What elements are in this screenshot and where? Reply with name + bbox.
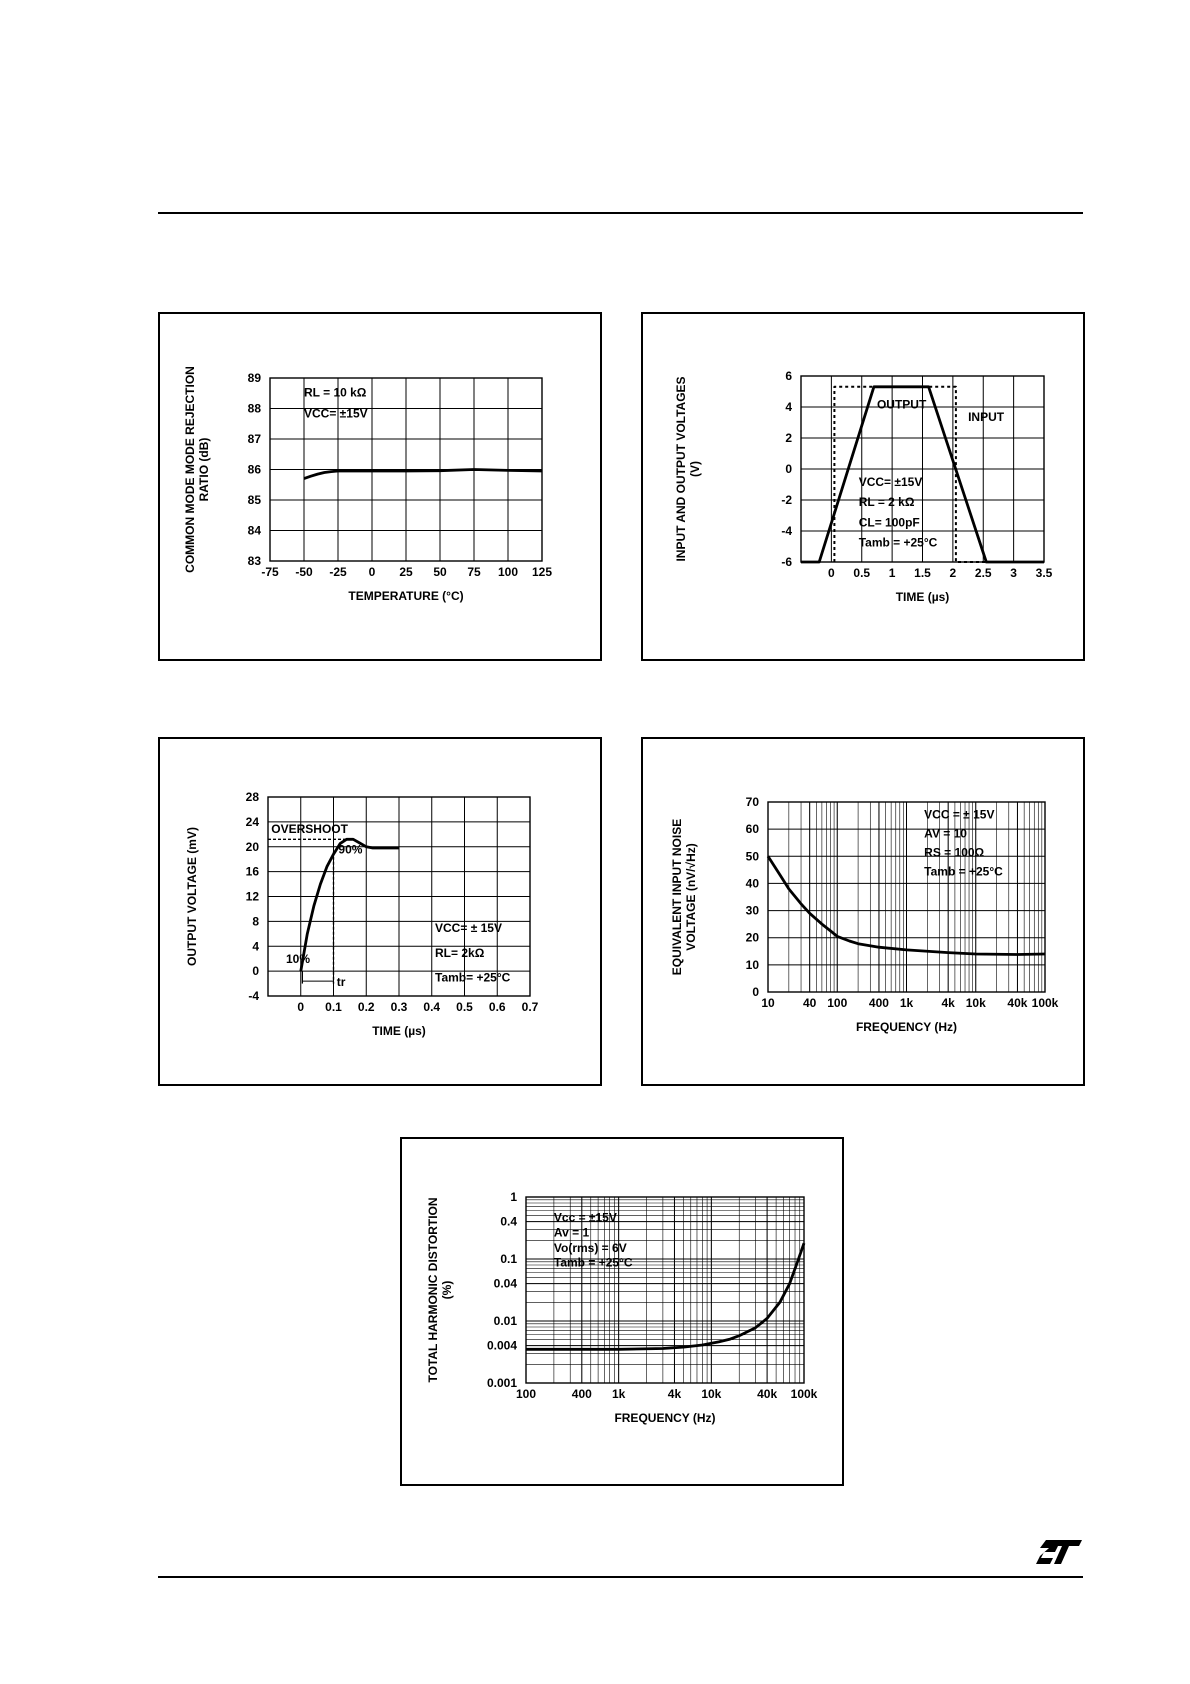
x-tick-label: 25	[399, 565, 413, 579]
y-tick-label: -6	[781, 555, 792, 569]
annotation-label: RL = 2 kΩ	[858, 495, 915, 510]
annotation-label: Vcc = ±15V	[553, 1210, 617, 1225]
x-tick-label: 0.4	[423, 1000, 441, 1014]
y-tick-label: 0	[252, 964, 259, 979]
x-tick-label: 0.3	[390, 1000, 408, 1014]
annotation-label: Av = 1	[553, 1225, 590, 1240]
x-tick-label: 0.5	[456, 1000, 473, 1014]
annotation-label: INPUT	[968, 409, 1005, 424]
x-tick-label: 40k	[1007, 996, 1028, 1010]
y-tick-label: 87	[247, 432, 261, 446]
y-axis-label: RATIO (dB)	[197, 437, 211, 502]
y-tick-label: -4	[781, 524, 792, 538]
y-tick-label: 30	[745, 903, 759, 918]
footer-rule	[158, 1576, 1083, 1578]
annotation-label: tr	[336, 975, 346, 990]
annotation-label: Vo(rms) = 6V	[553, 1240, 627, 1255]
annotation-label: RL= 2kΩ	[435, 945, 485, 960]
x-tick-label: 100k	[1031, 996, 1059, 1010]
annotation-label: Tamb = +25°C	[858, 535, 938, 550]
x-axis-label: TIME (µs)	[372, 1024, 426, 1038]
annotation-label: AV = 10	[924, 826, 967, 841]
y-tick-label: 83	[247, 554, 261, 568]
x-tick-label: 1k	[899, 996, 914, 1010]
x-tick-label: 2	[949, 566, 957, 580]
chart-thd-vs-frequency	[400, 1137, 844, 1486]
y-tick-label: 0.004	[486, 1338, 517, 1353]
x-tick-label: 1.5	[914, 566, 931, 580]
y-tick-label: 0.4	[500, 1214, 517, 1229]
y-tick-label: 50	[745, 849, 759, 864]
annotation-label: VCC = ± 15V	[924, 807, 995, 822]
annotation-label: RL = 10 kΩ	[304, 385, 367, 400]
x-tick-label: 0.7	[521, 1000, 539, 1014]
chart-output-voltage-step	[158, 737, 602, 1086]
x-tick-label: 0	[297, 1000, 305, 1014]
y-tick-label: 1	[510, 1190, 517, 1204]
annotation-label: VCC= ±15V	[858, 475, 923, 490]
y-axis-label: OUTPUT VOLTAGE (mV)	[185, 827, 199, 966]
y-tick-label: 0.001	[486, 1376, 517, 1390]
y-tick-label: 20	[245, 839, 259, 854]
y-tick-label: 0.01	[493, 1314, 517, 1328]
annotation-label: VCC= ±15V	[304, 406, 368, 421]
series-line	[304, 470, 542, 479]
annotation-label: 90%	[338, 842, 363, 857]
y-tick-label: 4	[252, 939, 259, 954]
x-axis-label: TIME (µs)	[895, 590, 950, 604]
y-tick-label: 60	[745, 822, 759, 837]
x-tick-label: 0.2	[357, 1000, 375, 1014]
x-tick-label: 50	[433, 565, 447, 579]
x-tick-label: 0	[368, 565, 376, 579]
y-axis-label: INPUT AND OUTPUT VOLTAGES	[674, 376, 688, 562]
y-tick-label: 6	[785, 369, 792, 383]
y-tick-label: 24	[245, 814, 259, 829]
x-tick-label: 400	[868, 996, 889, 1010]
y-tick-label: 12	[245, 889, 259, 904]
y-tick-label: 10	[745, 957, 759, 972]
y-axis-label: COMMON MODE MODE REJECTION	[183, 366, 197, 573]
x-tick-label: 0.1	[325, 1000, 342, 1014]
y-tick-label: 84	[247, 523, 261, 538]
x-axis-label: TEMPERATURE (°C)	[348, 589, 464, 603]
x-tick-label: 75	[467, 565, 481, 579]
y-tick-label: -2	[781, 493, 792, 507]
y-tick-label: 0	[752, 985, 759, 999]
x-tick-label: 4k	[941, 996, 955, 1010]
x-tick-label: 100	[497, 565, 519, 579]
y-tick-label: 16	[245, 864, 259, 879]
y-tick-label: 85	[247, 493, 261, 507]
x-tick-label: -75	[261, 565, 279, 579]
annotation-label: VCC= ± 15V	[435, 920, 502, 935]
st-logo	[1036, 1536, 1084, 1568]
header-rule	[158, 212, 1083, 214]
chart-svg-thd	[402, 1139, 842, 1484]
y-tick-label: -4	[248, 989, 259, 1003]
chart-svg-step	[160, 739, 600, 1084]
x-tick-label: 3.5	[1035, 566, 1053, 580]
y-tick-label: 86	[247, 462, 261, 477]
y-tick-label: 4	[785, 400, 792, 414]
annotation-label: Tamb= +25°C	[435, 970, 511, 985]
x-tick-label: 4k	[667, 1387, 682, 1401]
x-tick-label: 0	[828, 566, 835, 580]
x-tick-label: 100	[515, 1387, 537, 1401]
x-tick-label: 100k	[790, 1387, 818, 1401]
y-tick-label: 20	[745, 930, 759, 945]
y-tick-label: 28	[245, 790, 259, 804]
y-tick-label: 0.04	[493, 1276, 517, 1291]
x-tick-label: 1k	[611, 1387, 626, 1401]
annotation-label: OVERSHOOT	[271, 822, 348, 837]
y-axis-label: TOTAL HARMONIC DISTORTION	[426, 1197, 440, 1383]
annotation-label: OUTPUT	[876, 397, 927, 412]
chart-cmrr-vs-temperature	[158, 312, 602, 661]
y-tick-label: 88	[247, 401, 261, 416]
x-tick-label: 10k	[965, 996, 986, 1010]
y-tick-label: 8	[252, 914, 259, 929]
x-tick-label: 100	[827, 996, 848, 1010]
x-tick-label: 125	[531, 565, 553, 579]
annotation-label: Tamb = +25°C	[553, 1255, 633, 1270]
x-tick-label: 0.5	[853, 566, 871, 580]
y-axis-label: (V)	[688, 461, 702, 477]
y-axis-label: VOLTAGE (nV/√Hz)	[684, 843, 698, 951]
chart-input-noise	[641, 737, 1085, 1086]
chart-svg-cmrr	[160, 314, 600, 659]
y-tick-label: 70	[745, 795, 759, 809]
y-axis-label: (%)	[440, 1280, 454, 1300]
x-tick-label: -25	[329, 565, 347, 579]
y-tick-label: 0	[785, 462, 792, 476]
y-tick-label: 89	[247, 371, 261, 385]
annotation-label: Tamb = +25°C	[924, 864, 1003, 879]
annotation-label: 10%	[286, 952, 311, 967]
x-tick-label: 10k	[701, 1387, 722, 1401]
chart-svg-noise	[643, 739, 1083, 1084]
chart-input-output-voltages	[641, 312, 1085, 661]
annotation-label: CL= 100pF	[858, 515, 920, 530]
x-tick-label: 40k	[757, 1387, 778, 1401]
y-axis-label: EQUIVALENT INPUT NOISE	[670, 818, 684, 976]
x-axis-label: FREQUENCY (Hz)	[614, 1411, 716, 1425]
x-tick-label: 40	[803, 996, 817, 1010]
x-tick-label: 3	[1010, 566, 1017, 580]
x-tick-label: 1	[888, 566, 896, 580]
chart-svg-voltages	[643, 314, 1083, 659]
x-tick-label: -50	[295, 565, 313, 579]
x-tick-label: 10	[761, 996, 775, 1010]
x-tick-label: 400	[571, 1387, 592, 1401]
x-tick-label: 0.6	[488, 1000, 506, 1014]
y-tick-label: 2	[785, 431, 792, 445]
series-line	[301, 839, 399, 971]
x-tick-label: 2.5	[974, 566, 992, 580]
y-tick-label: 40	[745, 876, 759, 891]
x-axis-label: FREQUENCY (Hz)	[855, 1020, 958, 1034]
annotation-label: RS = 100Ω	[924, 845, 985, 860]
y-tick-label: 0.1	[500, 1252, 517, 1266]
